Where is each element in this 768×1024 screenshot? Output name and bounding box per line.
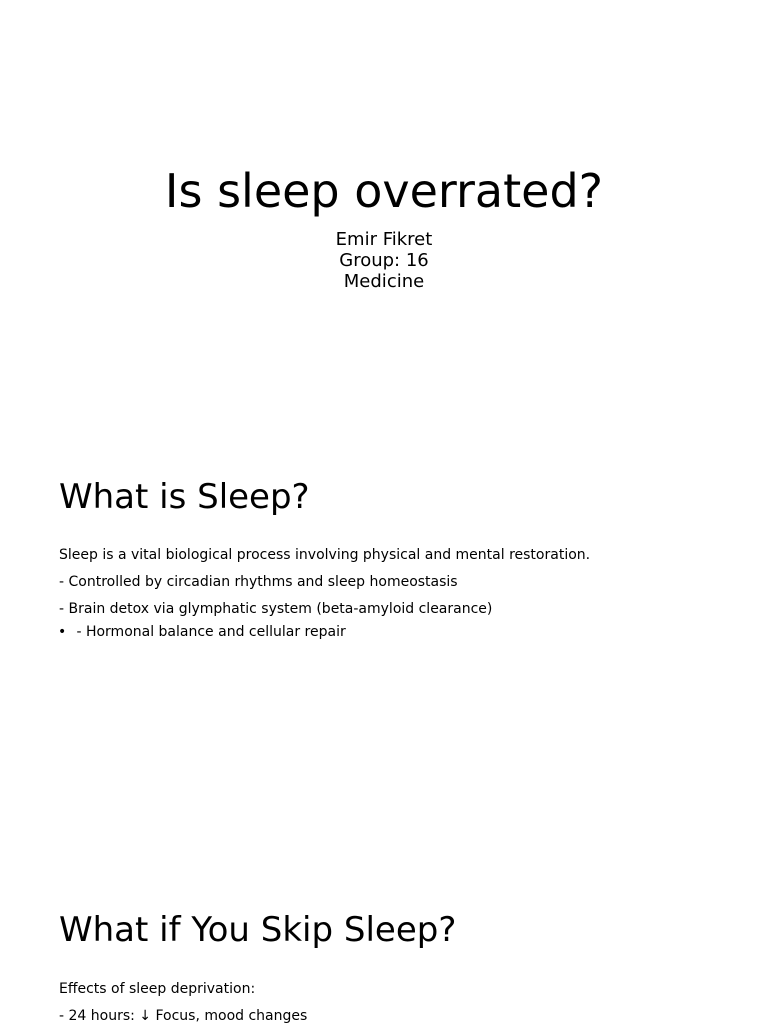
section-body [59, 981, 739, 1024]
section-skip-sleep [59, 909, 739, 1024]
section-body [59, 547, 739, 641]
group-label: Group: 16 [339, 250, 429, 271]
bullet-icon: • [58, 624, 67, 640]
section-heading: What is Sleep? [59, 477, 310, 517]
body-line: Effects of sleep deprivation: [59, 981, 256, 997]
body-line: - 24 hours: ↓ Focus, mood changes [59, 1008, 308, 1024]
presentation-title: Is sleep overrated? [164, 164, 604, 218]
body-line: - Brain detox via glymphatic system (beta-amyloid clearance) [59, 601, 493, 617]
faculty-label: Medicine [343, 271, 425, 292]
section-heading: What if You Skip Sleep? [59, 910, 457, 950]
section-what-is-sleep [59, 476, 739, 641]
body-line: - Controlled by circadian rhythms and sleep homeostasis [59, 574, 458, 590]
bullet-text: - Hormonal balance and cellular repair [72, 624, 346, 640]
body-line: Sleep is a vital biological process involving physical and mental restoration. [59, 547, 591, 563]
presentation-subtitle [0, 229, 768, 292]
author-name: Emir Fikret [335, 229, 433, 250]
bullet-item [58, 624, 738, 641]
